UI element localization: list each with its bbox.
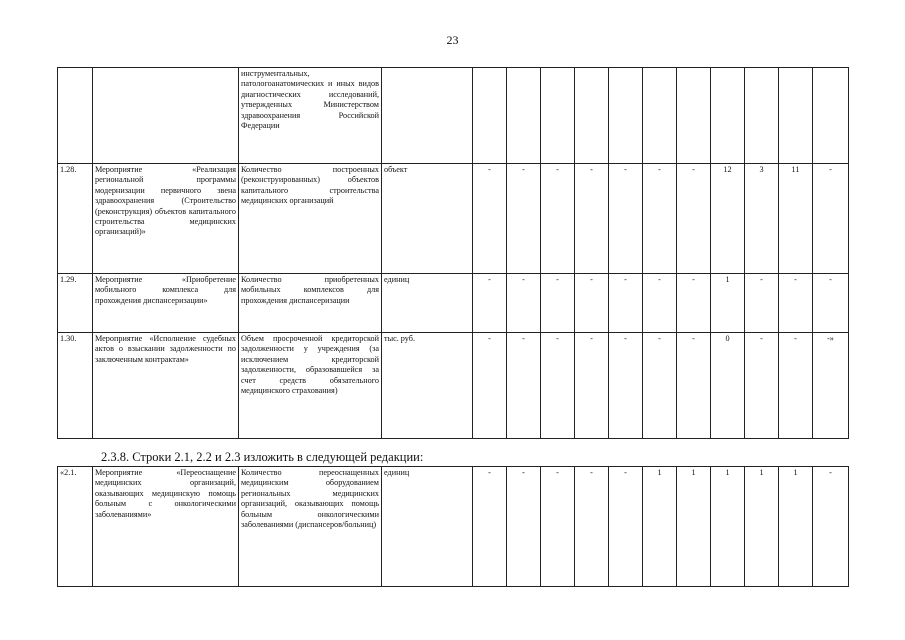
event-cell: Мероприятие «Исполнение судебных актов о взыскании задолженности по заключенным контрактам» — [93, 333, 239, 439]
year-value-cell: - — [643, 274, 677, 333]
year-value-cell — [473, 68, 507, 164]
year-value-cell — [745, 68, 779, 164]
event-cell — [93, 68, 239, 164]
row-number-cell: 1.30. — [58, 333, 93, 439]
year-value-cell: - — [507, 467, 541, 587]
unit-cell — [382, 68, 473, 164]
unit-cell: тыс. руб. — [382, 333, 473, 439]
year-value-cell — [575, 68, 609, 164]
year-value-cell: - — [473, 274, 507, 333]
year-value-cell: - — [643, 333, 677, 439]
year-value-cell: - — [507, 333, 541, 439]
year-value-cell: - — [677, 164, 711, 274]
indicator-cell: Количество переоснащенных медицинским оборудованием региональных медицинских организаций, оказывающих помощь больным онкологическими заболеваниями (диспансеров/больниц) — [239, 467, 382, 587]
year-value-cell — [779, 68, 813, 164]
year-value-cell: - — [745, 274, 779, 333]
indicator-cell: инструментальных, патологоанатомических и иных видов диагностических исследований, утвержденных Министерством здравоохранения Российской Федерации — [239, 68, 382, 164]
event-cell: Мероприятие «Реализация региональной программы модернизации первичного звена здравоохранения (Строительство (реконструкция) объектов капитального строительства медицинских организаций)» — [93, 164, 239, 274]
row-number-cell: «2.1. — [58, 467, 93, 587]
row-number-cell — [58, 68, 93, 164]
table-row — [58, 68, 849, 164]
indicator-cell: Количество приобретенных мобильных комплексов для прохождения диспансеризации — [239, 274, 382, 333]
year-value-cell: 1 — [643, 467, 677, 587]
year-value-cell: 1 — [745, 467, 779, 587]
year-value-cell: - — [473, 467, 507, 587]
year-value-cell: - — [541, 164, 575, 274]
year-value-cell: -» — [813, 333, 849, 439]
section-heading: 2.3.8. Строки 2.1, 2.2 и 2.3 изложить в следующей редакции: — [101, 450, 424, 464]
year-value-cell: - — [813, 467, 849, 587]
year-value-cell: - — [745, 333, 779, 439]
event-cell: Мероприятие «Приобретение мобильного комплекса для прохождения диспансеризации» — [93, 274, 239, 333]
year-value-cell: 3 — [745, 164, 779, 274]
event-cell: Мероприятие «Переоснащение медицинских организаций, оказывающих медицинскую помощь больным с онкологическими заболеваниями» — [93, 467, 239, 587]
year-value-cell: - — [779, 333, 813, 439]
table-row — [58, 333, 849, 439]
table-row — [58, 467, 849, 587]
year-value-cell: - — [507, 274, 541, 333]
year-value-cell: - — [575, 164, 609, 274]
year-value-cell: 1 — [711, 467, 745, 587]
unit-cell: единиц — [382, 274, 473, 333]
year-value-cell: - — [541, 333, 575, 439]
year-value-cell — [643, 68, 677, 164]
year-value-cell: - — [677, 333, 711, 439]
unit-cell: объект — [382, 164, 473, 274]
measures-table-continued — [57, 67, 849, 439]
year-value-cell: - — [473, 164, 507, 274]
year-value-cell: - — [541, 467, 575, 587]
year-value-cell: - — [609, 333, 643, 439]
measures-table-new-rows — [57, 466, 849, 587]
year-value-cell — [677, 68, 711, 164]
year-value-cell: 0 — [711, 333, 745, 439]
indicator-cell: Количество построенных (реконструированных) объектов капитального строительства медицинских организаций — [239, 164, 382, 274]
year-value-cell: - — [779, 274, 813, 333]
year-value-cell: 1 — [711, 274, 745, 333]
table-row — [58, 164, 849, 274]
unit-cell: единиц — [382, 467, 473, 587]
year-value-cell: 1 — [779, 467, 813, 587]
year-value-cell — [609, 68, 643, 164]
year-value-cell — [711, 68, 745, 164]
page-number: 23 — [446, 33, 459, 47]
year-value-cell: 11 — [779, 164, 813, 274]
year-value-cell: 1 — [677, 467, 711, 587]
year-value-cell: - — [575, 274, 609, 333]
year-value-cell: - — [609, 467, 643, 587]
year-value-cell — [541, 68, 575, 164]
year-value-cell: - — [507, 164, 541, 274]
row-number-cell: 1.29. — [58, 274, 93, 333]
year-value-cell — [507, 68, 541, 164]
year-value-cell: - — [813, 164, 849, 274]
table-row — [58, 274, 849, 333]
row-number-cell: 1.28. — [58, 164, 93, 274]
year-value-cell: - — [575, 333, 609, 439]
year-value-cell: - — [473, 333, 507, 439]
year-value-cell: - — [609, 274, 643, 333]
year-value-cell: - — [575, 467, 609, 587]
year-value-cell: - — [609, 164, 643, 274]
year-value-cell: - — [677, 274, 711, 333]
year-value-cell: 12 — [711, 164, 745, 274]
year-value-cell: - — [643, 164, 677, 274]
year-value-cell: - — [813, 274, 849, 333]
year-value-cell: - — [541, 274, 575, 333]
year-value-cell — [813, 68, 849, 164]
indicator-cell: Объем просроченной кредиторской задолженности у учреждения (за исключением кредиторской задолженности, образовавшейся за счет средств обязательного медицинского страхования) — [239, 333, 382, 439]
